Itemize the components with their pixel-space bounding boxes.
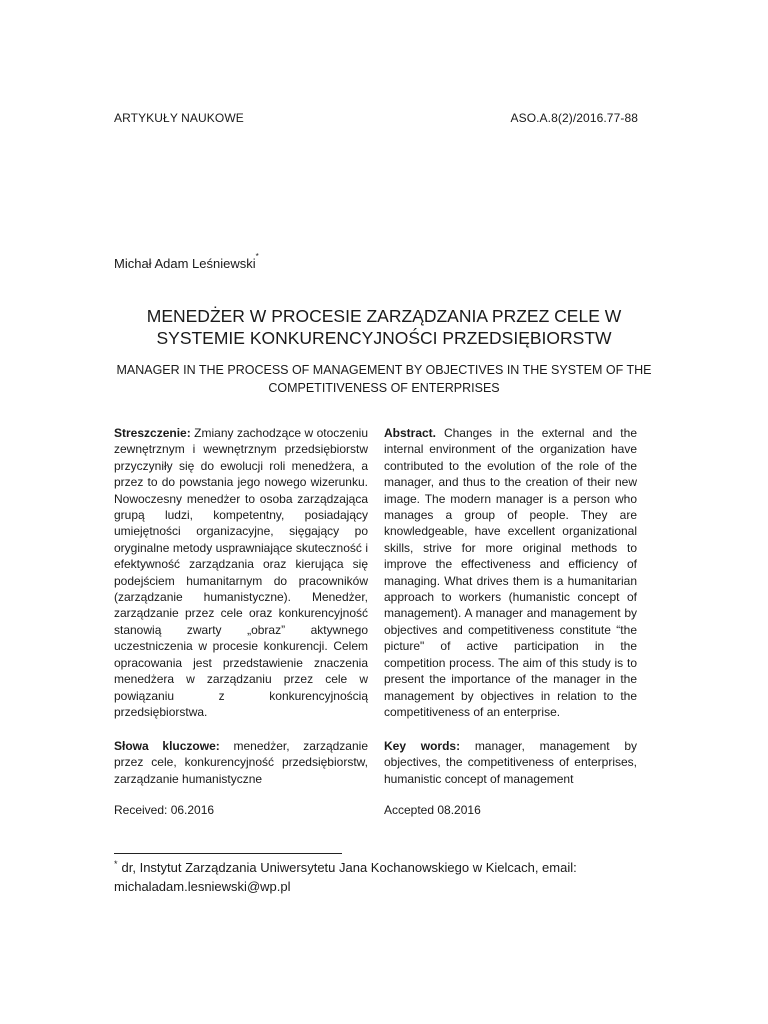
author-line [114,252,259,271]
abstract-english-label: Abstract. [384,426,437,440]
abstract-english [384,425,637,720]
keywords-polish-label: Słowa kluczowe: [114,739,220,753]
abstract-english-text: Changes in the external and the internal environment of the organization have contributed to the evolution of the role of the manager, and thus to the creation of their new image. The modern manager is a person who manages a group of people. They are knowledgeable, have excellent organizational skills, strive for more original methods to improve the effectiveness and efficiency of managing. What drives them is a humanitarian approach to workers (humanistic concept of management). A manager and management by objectives and competitiveness constitute “the picture" of active participation in the competition process. The aim of this study is to present the importance of the manager in the management by objectives in relation to the competitiveness of an enterprise. [384,426,637,719]
footnote-divider [114,853,342,854]
accepted-date: Accepted 08.2016 [384,803,481,817]
abstract-polish-label: Streszczenie: [114,426,191,440]
footnote [114,858,644,896]
title-english: MANAGER IN THE PROCESS OF MANAGEMENT BY OBJECTIVES IN THE SYSTEM OF THE COMPETITIVENESS OF ENTERPRISES [116,363,652,395]
abstract-polish-text: Zmiany zachodzące w otoczeniu zewnętrznym i wewnętrznym przedsiębiorstw przyczyniły się do ewolucji roli menedżera, a przez to do powstania jego nowego wizerunku. Nowoczesny menedżer to osoba zarządzająca grupą ludzi, kompetentny, posiadający umiejętności organizacyjne, sięgający po oryginalne metody usprawniające skuteczność i efektywność zarządzania oraz kierująca się podejściem humanitarnym do pracowników (zarządzanie humanistyczne). Menedżer, zarządzanie przez cele oraz konkurencyjność stanowią zwarty „obraz” aktywnego uczestniczenia w procesie konkurencji. Celem opracowania jest przedstawienie znaczenia menedżera w zarządzaniu przez cele w powiązaniu z konkurencyjnością przedsiębiorstwa. [114,426,368,719]
footnote-text: dr, Instytut Zarządzania Uniwersytetu Jana Kochanowskiego w Kielcach, email: michaladam.lesniewski@wp.pl [114,860,577,894]
title-polish: MENEDŻER W PROCESIE ZARZĄDZANIA PRZEZ CELE W SYSTEMIE KONKURENCYJNOŚCI PRZEDSIĘBIORSTW [146,306,622,348]
received-date: Received: 06.2016 [114,803,215,817]
keywords-polish-text: menedżer, zarządzanie przez cele, konkurencyjność przedsiębiorstw, zarządzanie humanistyczne [114,739,368,786]
keywords-english [384,738,637,787]
keywords-english-text: manager, management by objectives, the competitiveness of enterprises, humanistic concept of management [384,739,638,786]
author-footnote-mark: * [255,252,259,261]
section-header: ARTYKUŁY NAUKOWE [114,111,244,125]
citation-header: ASO.A.8(2)/2016.77-88 [510,111,638,125]
abstract-polish [114,425,368,720]
author-name: Michał Adam Leśniewski [114,256,256,271]
keywords-polish [114,738,368,787]
footnote-mark: * [114,859,118,869]
keywords-english-label: Key words: [384,739,461,753]
